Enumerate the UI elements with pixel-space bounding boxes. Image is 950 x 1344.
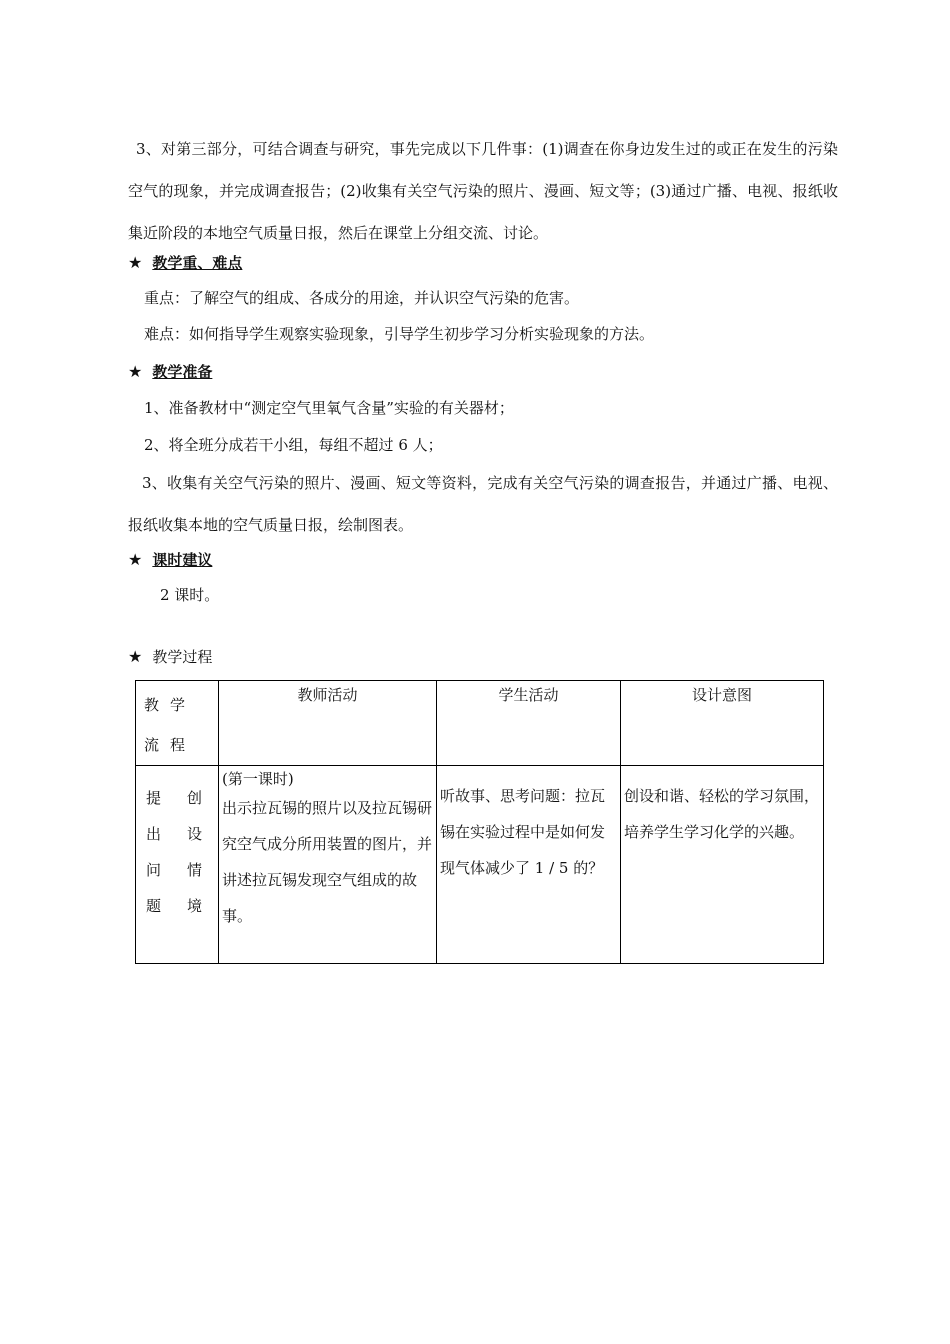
flow-right-column [187,780,202,924]
header-intent-cell [621,681,824,766]
preparation-heading [128,362,212,382]
flow-cell [136,766,219,964]
focus-line: 重点：了解空气的组成、各成分的用途，并认识空气污染的危害。 [144,289,580,307]
hours-title: 课时建议 [152,551,213,569]
star-icon: ★ [128,647,143,666]
teacher-activity-cell [219,766,437,964]
flow-right-char: 情 [186,861,202,879]
flow-left-char: 问 [146,861,162,879]
header-intent: 设计意图 [691,686,752,704]
process-title: 教学过程 [152,648,213,666]
process-heading [128,647,212,667]
header-student: 学生活动 [498,686,559,704]
flow-right-char: 创 [186,789,202,807]
key-points-heading [128,253,242,273]
header-flow-cell [136,681,219,766]
hours-text: 2 课时。 [160,586,220,604]
header-teacher-cell [219,681,437,766]
hours-heading [128,550,212,570]
table-header-row [136,681,824,766]
flow-left-char: 题 [146,897,162,915]
header-student-cell [437,681,621,766]
flow-labels [136,766,218,924]
star-icon: ★ [128,253,143,272]
student-activity: 听故事、思考问题：拉瓦锡在实验过程中是如何发现气体减少了 1 / 5 的？ [440,787,606,877]
header-flow: 教学流程 [144,696,197,754]
teacher-session: (第一课时) [222,770,294,788]
teacher-activity: 出示拉瓦锡的照片以及拉瓦锡研究空气成分所用装置的图片，并讲述拉瓦锡发现空气组成的故事。 [222,799,433,925]
preparation-item-1: 1、准备教材中“测定空气里氧气含量”实验的有关器材； [144,399,514,417]
student-activity-cell [437,766,621,964]
preparation-item-2: 2、将全班分成若干小组，每组不超过 6 人； [144,436,443,454]
header-teacher: 教师活动 [297,686,358,704]
preparation-title: 教学准备 [152,363,213,381]
flow-left-char: 提 [146,789,162,807]
table-row [136,766,824,964]
star-icon: ★ [128,550,143,569]
flow-right-char: 设 [186,825,202,843]
flow-left-column [146,780,161,924]
design-intent-cell [621,766,824,964]
star-icon: ★ [128,362,143,381]
teaching-process-table [135,680,824,964]
design-intent: 创设和谐、轻松的学习氛围，培养学生学习化学的兴趣。 [624,787,820,841]
difficulty-line: 难点：如何指导学生观察实验现象，引导学生初步学习分析实验现象的方法。 [144,325,655,343]
flow-left-char: 出 [146,825,162,843]
key-points-title: 教学重、难点 [152,254,243,272]
preparation-item-3: 3、收集有关空气污染的照片、漫画、短文等资料，完成有关空气污染的调查报告，并通过广播、电视、报纸收集本地的空气质量日报，绘制图表。 [128,474,838,534]
flow-right-char: 境 [186,897,202,915]
section3-intro-paragraph: 3、对第三部分，可结合调查与研究，事先完成以下几件事：(1)调查在你身边发生过的或正在发生的污染空气的现象，并完成调查报告；(2)收集有关空气污染的照片、漫画、短文等；(3)通过广播、电视、报纸收集近阶段的本地空气质量日报，然后在课堂上分组交流、讨论。 [128,140,838,242]
